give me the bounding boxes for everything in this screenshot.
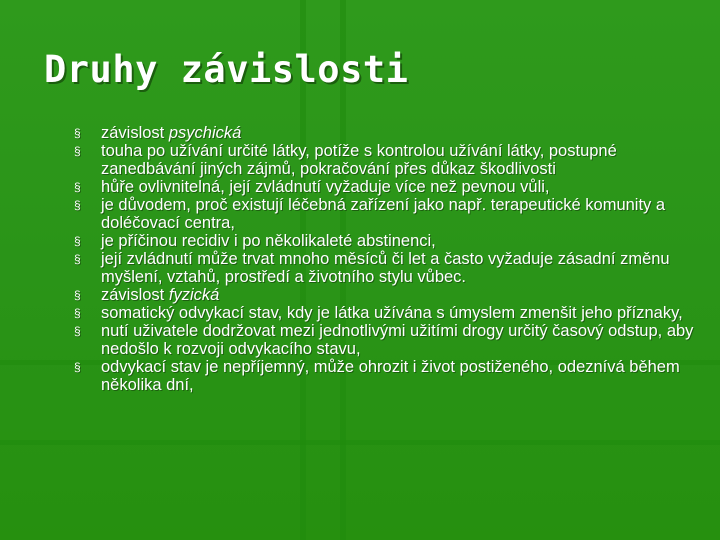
item-text: je příčinou recidiv i po několikaleté abstinenci,	[101, 232, 436, 250]
list-item	[74, 142, 694, 178]
item-text: odvykací stav je nepříjemný, může ohrozit i život postiženého, odeznívá během několika dní,	[101, 358, 680, 394]
bullet-icon: §	[74, 144, 81, 158]
list-item	[74, 178, 694, 196]
bullet-icon: §	[74, 234, 81, 248]
bullet-icon: §	[74, 288, 81, 302]
item-text: závislost	[101, 286, 169, 304]
list-item	[74, 250, 694, 286]
item-text: její zvládnutí může trvat mnoho měsíců či let a často vyžaduje zásadní změnu myšlení, vztahů, prostředí a životního stylu vůbec.	[101, 250, 670, 286]
item-text: závislost	[101, 124, 169, 142]
list-item	[74, 286, 694, 304]
list-item	[74, 232, 694, 250]
slide-title: Druhy závislosti	[44, 48, 409, 91]
item-text: touha po užívání určité látky, potíže s kontrolou užívání látky, postupné zanedbávání jiných zájmů, pokračování přes důkaz škodlivosti	[101, 142, 617, 178]
list-item	[74, 196, 694, 232]
item-emphasis: fyzická	[168, 286, 220, 304]
item-text: je důvodem, proč existují léčebná zařízení jako např. terapeutické komunity a doléčovací centra,	[101, 196, 666, 232]
bullet-icon: §	[74, 324, 81, 338]
bullet-icon: §	[74, 360, 81, 374]
decor-stripe	[0, 440, 720, 445]
item-emphasis: psychická	[168, 124, 242, 142]
item-text: hůře ovlivnitelná, její zvládnutí vyžaduje více než pevnou vůli,	[101, 178, 550, 196]
item-text: nutí uživatele dodržovat mezi jednotlivými užitími drogy určitý časový odstup, aby nedošlo k rozvoji odvykacího stavu,	[101, 322, 694, 358]
item-text: somatický odvykací stav, kdy je látka užívána s úmyslem zmenšit jeho příznaky,	[101, 304, 683, 322]
bullet-icon: §	[74, 180, 81, 194]
bullet-icon: §	[74, 198, 81, 212]
list-item	[74, 124, 694, 142]
bullet-icon: §	[74, 126, 81, 140]
bullet-list	[74, 124, 694, 394]
list-item	[74, 358, 694, 394]
bullet-icon: §	[74, 306, 81, 320]
bullet-icon: §	[74, 252, 81, 266]
list-item	[74, 304, 694, 322]
list-item	[74, 322, 694, 358]
